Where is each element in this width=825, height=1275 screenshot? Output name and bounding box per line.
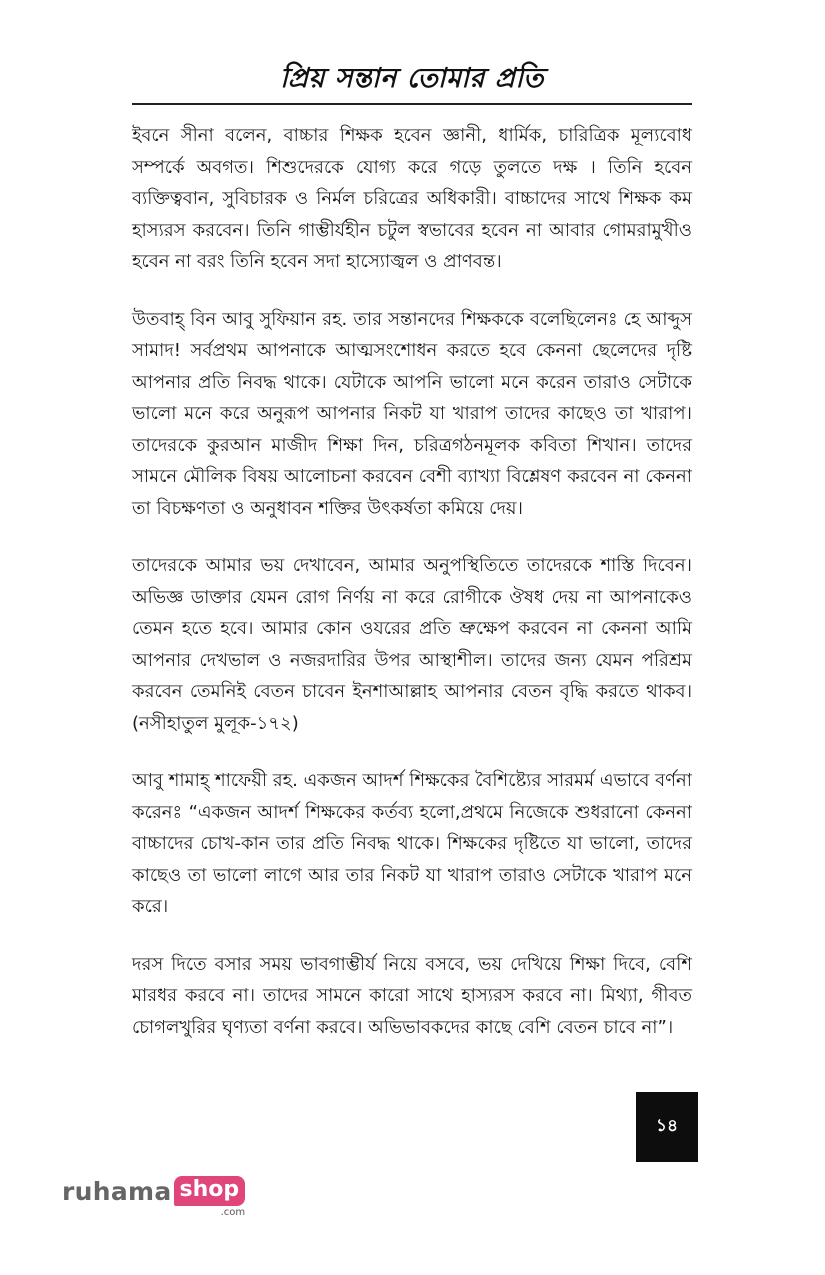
running-header-title: প্রিয় সন্তান তোমার প্রতি — [280, 63, 544, 94]
ruhamashop-logo — [62, 1176, 245, 1216]
paragraph-ibn-sina: ইবনে সীনা বলেন, বাচ্চার শিক্ষক হবেন জ্ঞানী, ধার্মিক, চারিত্রিক মূল্যবোধ সম্পর্কে অবগত। শিশুদেরকে যোগ্য করে গড়ে তুলতে দক্ষ । তিনি হবেন ব্যক্তিত্ববান, সুবিচারক ও নির্মল চরিত্রের অধিকারী। বাচ্চাদের সাথে শিক্ষক কম হাস্যরস করবেন। তিনি গাম্ভীর্যহীন চটুল স্বভাবের হবেন না আবার গোমরামুখীও হবেন না বরং তিনি হবেন সদা হাস্যোজ্বল ও প্রাণবন্ত। — [132, 125, 692, 272]
paragraph-dars: দরস দিতে বসার সময় ভাবগাম্ভীর্য নিয়ে বসবে, ভয় দেখিয়ে শিক্ষা দিবে, বেশি মারধর করবে না। তাদের সামনে কারো সাথে হাস্যরস করবে না। মিথ্যা, গীবত চোগলখুরির ঘৃণ্যতা বর্ণনা করবে। অভিভাবকদের কাছে বেশি বেতন চাবে না”। — [132, 953, 692, 1038]
logo-shop-group — [174, 1176, 246, 1219]
logo-suffix: .com — [220, 1207, 246, 1218]
logo-brand-right: shop — [174, 1176, 246, 1206]
logo-brand-left: ruhama — [62, 1177, 172, 1206]
paragraph-utbah: উতবাহ্ বিন আবু সুফিয়ান রহ. তার সন্তানদের শিক্ষককে বলেছিলেনঃ হে আব্দুস সামাদ! সর্বপ্রথম আপনাকে আত্মসংশোধন করতে হবে কেননা ছেলেদের দৃষ্টি আপনার প্রতি নিবদ্ধ থাকে। যেটাকে আপনি ভালো মনে করেন তারাও সেটাকে ভালো মনে করে অনুরূপ আপনার নিকট যা খারাপ তাদের কাছেও তা খারাপ। তাদেরকে কুরআন মাজীদ শিক্ষা দিন, চরিত্রগঠনমূলক কবিতা শিখান। তাদের সামনে মৌলিক বিষয় আলোচনা করবেন বেশী ব্যাখ্যা বিশ্লেষণ করবেন না কেননা তা বিচক্ষণতা ও অনুধাবন শক্তির উৎকর্ষতা কমিয়ে দেয়। — [132, 308, 692, 519]
paragraph-discipline: তাদেরকে আমার ভয় দেখাবেন, আমার অনুপস্থিতিতে তাদেরকে শাস্তি দিবেন। অভিজ্ঞ ডাক্তার যেমন রোগ নির্ণয় না করে রোগীকে ঔষধ দেয় না আপনাকেও তেমন হতে হবে। আমার কোন ওযরের প্রতি ভ্রুক্ষেপ করবেন না কেননা আমি আপনার দেখভাল ও নজরদারির উপর আস্থাশীল। তাদের জন্য যেমন পরিশ্রম করবেন তেমনিই বেতন চাবেন ইনশাআল্লাহ আপনার বেতন বৃদ্ধি করতে থাকব। (নসীহাতুল মুলূক-১৭২) — [132, 555, 692, 734]
page-number: ১৪ — [636, 1092, 698, 1162]
page-body — [132, 120, 692, 1069]
paragraph-abu-shamah: আবু শামাহ্ শাফেয়ী রহ. একজন আদর্শ শিক্ষকের বৈশিষ্ট্যের সারমর্ম এভাবে বর্ণনা করেনঃ “একজন আদর্শ শিক্ষকের কর্তব্য হলো,প্রথমে নিজেকে শুধরানো কেননা বাচ্চাদের চোখ-কান তার প্রতি নিবদ্ধ থাকে। শিক্ষকের দৃষ্টিতে যা ভালো, তাদের কাছেও তা ভালো লাগে আর তার নিকট যা খারাপ তারাও সেটাকে খারাপ মনে করে। — [132, 770, 692, 917]
header-rule — [132, 103, 692, 105]
